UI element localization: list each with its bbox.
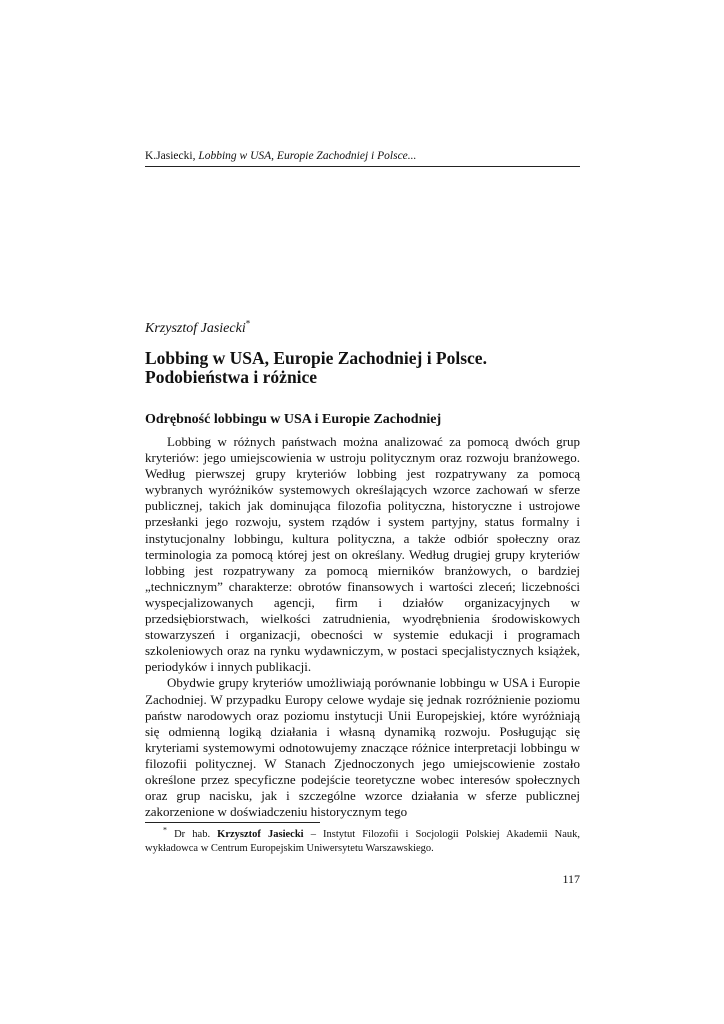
- footnote: [145, 825, 581, 856]
- paragraph-2: Obydwie grupy kryteriów umożliwiają porównanie lobbingu w USA i Europie Zachodniej. W przypadku Europy celowe wydaje się jednak rozróżnienie poziomu państw narodowych oraz poziomu instytucji Unii Europejskiej, które wyróżniają się odmienną logiką działania i własną dynamiką rozwoju. Posługując się kryteriami systemowymi odnotowujemy znaczące różnice interpretacji lobbingu w filozofii politycznej. W Stanach Zjednoczonych jego umiejscowienie zostało określone przez specyficzne podejście teoretyczne wobec interesów społecznych oraz grup nacisku, jak i szczególne wzorce działania w sferze publicznej zakorzenione w doświadczeniu historycznym tego: [145, 675, 580, 820]
- article-title: [145, 349, 580, 387]
- section-heading: Odrębność lobbingu w USA i Europie Zachodniej: [145, 412, 442, 427]
- body-text: [145, 434, 580, 820]
- footnote-prefix: Dr hab.: [167, 829, 218, 840]
- running-head: [145, 150, 580, 167]
- author-name: Krzysztof Jasiecki: [145, 321, 246, 336]
- page: [145, 0, 580, 1024]
- footnote-author-name: Krzysztof Jasiecki: [217, 829, 304, 840]
- footnote-marker: *: [163, 825, 167, 835]
- running-head-title: Lobbing w USA, Europie Zachodniej i Polsce...: [198, 150, 417, 162]
- footnote-divider: [145, 822, 320, 823]
- title-line-2: Podobieństwa i różnice: [145, 367, 318, 387]
- running-head-author: K.Jasiecki,: [145, 150, 199, 162]
- footnote-text: – Instytut Filozofii i Socjologii Polskiej Akademii Nauk, wykładowca w Centrum Europejskim Uniwersytetu Warszawskiego.: [145, 829, 581, 854]
- title-line-1: Lobbing w USA, Europie Zachodniej i Polsce.: [145, 348, 487, 368]
- page-number: 117: [562, 872, 580, 886]
- article-author: [145, 318, 251, 337]
- paragraph-1: Lobbing w różnych państwach można analizować za pomocą dwóch grup kryteriów: jego umiejscowienia w ustroju politycznym oraz rozwoju branżowego. Według pierwszej grupy kryteriów lobbing jest rozpatrywany za pomocą wybranych wyróżników systemowych określających wzorce zachowań w sferze publicznej, takich jak dominująca filozofia polityczna, historyczne i ustrojowe przesłanki jego rozwoju, system rządów i system partyjny, status formalny i instytucjonalny lobbingu, kultura polityczna, a także odbiór społeczny oraz terminologia za pomocą której jest on określany. Według drugiej grupy kryteriów lobbing jest rozpatrywany za pomocą mierników branżowych, o bardziej „technicznym” charakterze: obrotów finansowych i wartości zleceń; liczebności wyspecjalizowanych agencji, firm i działów organizacyjnych w przedsiębiorstwach, wielkości zatrudnienia, wyodrębnienia środowiskowych stowarzyszeń i organizacji, obecności w systemie edukacji i programach szkoleniowych oraz na rynku wydawniczym, w postaci specjalistycznych książek, periodyków i innych publikacji.: [145, 434, 580, 675]
- author-footnote-marker[interactable]: *: [245, 318, 251, 329]
